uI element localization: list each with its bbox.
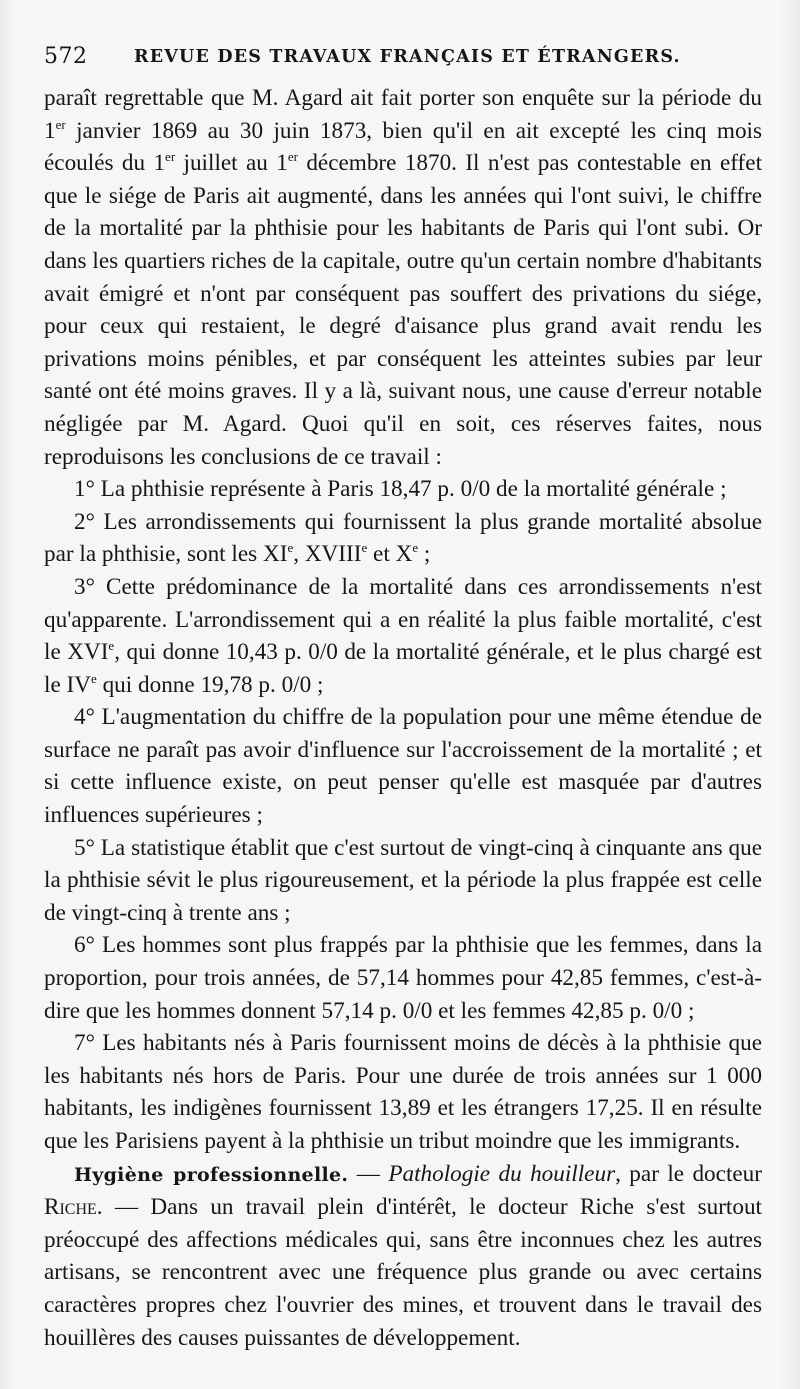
section-dash: — — [348, 1160, 389, 1187]
running-head: REVUE DES TRAVAUX FRANÇAIS ET ÉTRANGERS. — [134, 47, 681, 67]
body-text — [44, 82, 762, 1354]
ordinal-superscript: e — [361, 540, 368, 556]
conclusion-6: 6° Les hommes sont plus frappés par la phthisie que les femmes, dans la proportion, pour trois années, de 57,14 hommes pour 42,85 femmes, c'est-à-dire que les hommes donnent 57,14 p. 0/0 et les femmes 42,85 p. 0/0 ; — [44, 932, 762, 1024]
conclusion-3: 3° Cette prédominance de la mortalité dans ces arrondissements n'est qu'apparente. L'arrondissement qui a en réalité la plus faible mortalité, c'est le XVIe, qui donne 10,43 p. 0/0 de la mortalité générale, et le plus chargé est le IVe qui donne 19,78 p. 0/0 ; — [44, 573, 762, 698]
ordinal-superscript: e — [108, 638, 115, 654]
ordinal-superscript: er — [55, 116, 66, 132]
ordinal-superscript: e — [412, 540, 419, 556]
conclusion-5: 5° La statistique établit que c'est surtout de vingt-cinq à cinquante ans que la phthisie sévit le plus rigoureusement, et la période la plus frappée est celle de vingt-cinq à trente ans ; — [44, 834, 762, 926]
conclusion-2: 2° Les arrondissements qui fournissent la plus grande mortalité absolue par la phthisie, sont les XIe, XVIIIe et Xe ; — [44, 508, 762, 568]
ordinal-superscript: e — [91, 670, 97, 686]
conclusion-1: 1° La phthisie représente à Paris 18,47 p. 0/0 de la mortalité générale ; — [74, 476, 727, 503]
ordinal-superscript: er — [287, 149, 298, 165]
section-by: , par le docteur — [615, 1160, 762, 1187]
section-body: . — Dans un travail plein d'intérêt, le docteur Riche s'est surtout préoccupé des affections médicales qui, sans être inconnues chez les autres artisans, se rencontrent avec une fréquence plus grande ou avec certains caractères propres chez l'ouvrier des mines, et trouvent dans le travail des houillères des causes puissantes de développement. — [44, 1194, 762, 1351]
section-author: Riche — [44, 1194, 97, 1221]
section-paragraph — [44, 1158, 762, 1355]
conclusion-7: 7° Les habitants nés à Paris fournissent moins de décès à la phthisie que les habitants nés hors de Paris. Pour une durée de trois années sur 1 000 habitants, les indigènes fournissent 13,89 et les étrangers 17,25. Il en résulte que les Parisiens payent à la phthisie un tribut moindre que les immigrants. — [44, 1030, 762, 1154]
ordinal-superscript: e — [287, 540, 294, 556]
ordinal-superscript: er — [165, 149, 176, 165]
section-subtitle: Pathologie du houilleur — [388, 1160, 616, 1187]
page-number: 572 — [44, 44, 88, 69]
section-title: Hygiène professionnelle. — [74, 1163, 349, 1186]
conclusion-4: 4° L'augmentation du chiffre de la population pour une même étendue de surface ne paraît pas avoir d'influence sur l'accroissement de la mortalité ; et si cette influence existe, on peut penser qu'elle est masquée par d'autres influences supérieures ; — [44, 704, 762, 829]
page-header — [44, 40, 764, 76]
intro-paragraph: paraît regrettable que M. Agard ait fait porter son enquête sur la période du 1er janvier 1869 au 30 juin 1873, bien qu'il en ait excepté les cinq mois écoulés du 1er juillet au 1er décembre 1870. Il n'est pas contestable en effet que le siége de Paris ait augmenté, dans les années qui l'ont suivi, le chiffre de la mortalité par la phthisie pour les habitants de Paris qui l'ont subi. Or dans les quartiers riches de la capitale, outre qu'un certain nombre d'habitants avait émigré et n'ont par conséquent pas souffert des privations du siége, pour ceux qui restaient, le degré d'aisance plus grand avait rendu les privations moins pénibles, et par conséquent les atteintes subies par leur santé ont été moins graves. Il y a là, suivant nous, une cause d'erreur notable négligée par M. Agard. Quoi qu'il en soit, ces réserves faites, nous reproduisons les conclusions de ce travail : — [44, 85, 763, 470]
